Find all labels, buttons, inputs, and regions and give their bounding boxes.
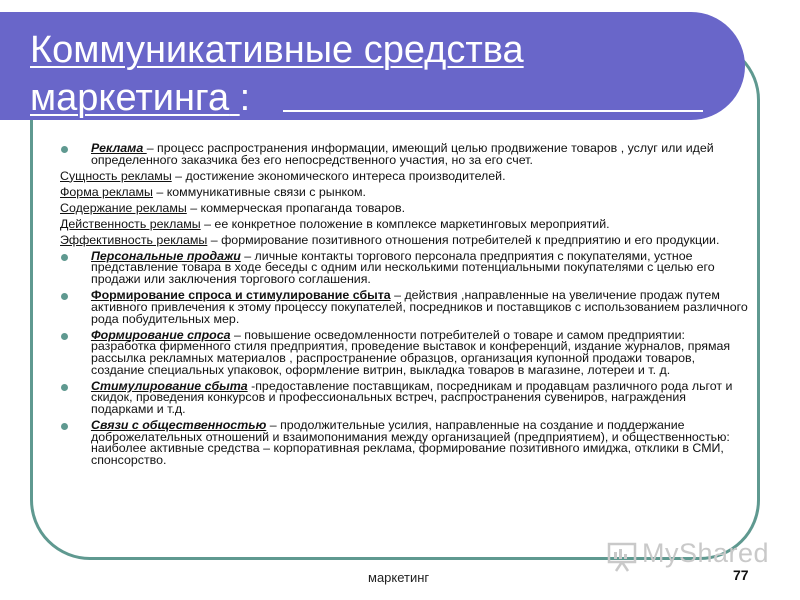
- bullet-dot-icon: [61, 146, 68, 153]
- paragraph: [60, 200, 750, 215]
- paragraph: [60, 168, 750, 183]
- title-underline-tail: [283, 110, 703, 112]
- paragraph: [60, 216, 750, 231]
- term: Персональные продажи: [91, 248, 241, 263]
- definition: – личные контакты торгового персонала предприятия с покупателями, устное представление товара в ходе беседы с одним или несколькими потенциальными покупателями с целью его продажи или заключения торгового соглашения.: [91, 248, 715, 287]
- watermark-text: MyShared: [642, 538, 770, 568]
- paragraph: [60, 232, 750, 247]
- term: Формирование спроса: [91, 327, 231, 342]
- definition: – достижение экономического интереса производителей.: [171, 168, 506, 183]
- term: Стимулирование сбыта: [91, 378, 248, 393]
- definition: – действия ,направленные на увеличение продаж путем активного привлечения к этому процессу покупателей, посредников и поставщиков с использованием различного рода побудительных мер.: [91, 288, 748, 326]
- paragraph: [60, 184, 750, 199]
- definition: – продолжительные усилия, направленные на создание и поддержание доброжелательных отношений и взаимопонимания между организацией (предприятием), и общественностью: наиболее активные средства – корпоративная реклама, формирование позитивного имиджа, отклики в СМИ, спонсорство.: [91, 418, 730, 468]
- title-band: [0, 12, 745, 120]
- term: Эффективность рекламы: [60, 232, 208, 247]
- paragraph: [60, 378, 750, 417]
- definition: – коммерческая пропаганда товаров.: [186, 200, 406, 215]
- term: Реклама: [91, 141, 147, 155]
- paragraph: [60, 420, 750, 467]
- bullet-dot-icon: [61, 384, 68, 391]
- paragraph: [60, 248, 750, 287]
- page-title: Коммуникативные средства маркетинга :: [30, 26, 730, 122]
- paragraph: [60, 290, 750, 325]
- bullet-dot-icon: [61, 423, 68, 430]
- definition: -предоставление поставщикам, посредникам и продавцам различного рода льгот и скидок, проведения конкурсов и профессиональных встреч, распространения сувениров, награждения подарками и т.д.: [91, 378, 733, 417]
- page-number: 77: [733, 567, 749, 583]
- footer-label: маркетинг: [368, 570, 430, 585]
- title-suffix: :: [239, 77, 251, 119]
- definition: – процесс распространения информации, имеющий целью продвижение товаров , услуг или идей определенного заказчика без его непосредственного участия, но за его счет.: [91, 141, 714, 167]
- bullet-dot-icon: [61, 333, 68, 340]
- term: Действенность рекламы: [60, 216, 201, 231]
- term: Содержание рекламы: [60, 200, 187, 215]
- presentation-board-icon: [606, 538, 640, 572]
- definition: – повышение осведомленности потребителей о товаре и самом предприятии: разработка фирменного стиля предприятия, проведение выставок и конференций, издание журналов, прямая рассылка рекламных материалов , распространение образцов, организация купонной продажи товаров, создание специальных упаковок, оформление витрин, выкладка товаров в магазине, лотереи и т. д.: [91, 327, 731, 377]
- term: Связи с общественностью: [91, 418, 267, 433]
- term: Формирование спроса и стимулирование сбыта: [91, 288, 391, 303]
- definition: – ее конкретное положение в комплексе маркетинговых мероприятий.: [200, 216, 610, 231]
- paragraph: [60, 143, 750, 166]
- term: Сущность рекламы: [60, 168, 172, 183]
- definition: – формирование позитивного отношения потребителей к предприятию и его продукции.: [207, 232, 720, 247]
- definition: – коммуникативные связи с рынком.: [152, 184, 366, 199]
- bullet-dot-icon: [61, 293, 68, 300]
- bullet-dot-icon: [61, 254, 68, 261]
- term: Форма рекламы: [60, 184, 153, 199]
- content-body: [60, 143, 750, 471]
- paragraph: [60, 327, 750, 377]
